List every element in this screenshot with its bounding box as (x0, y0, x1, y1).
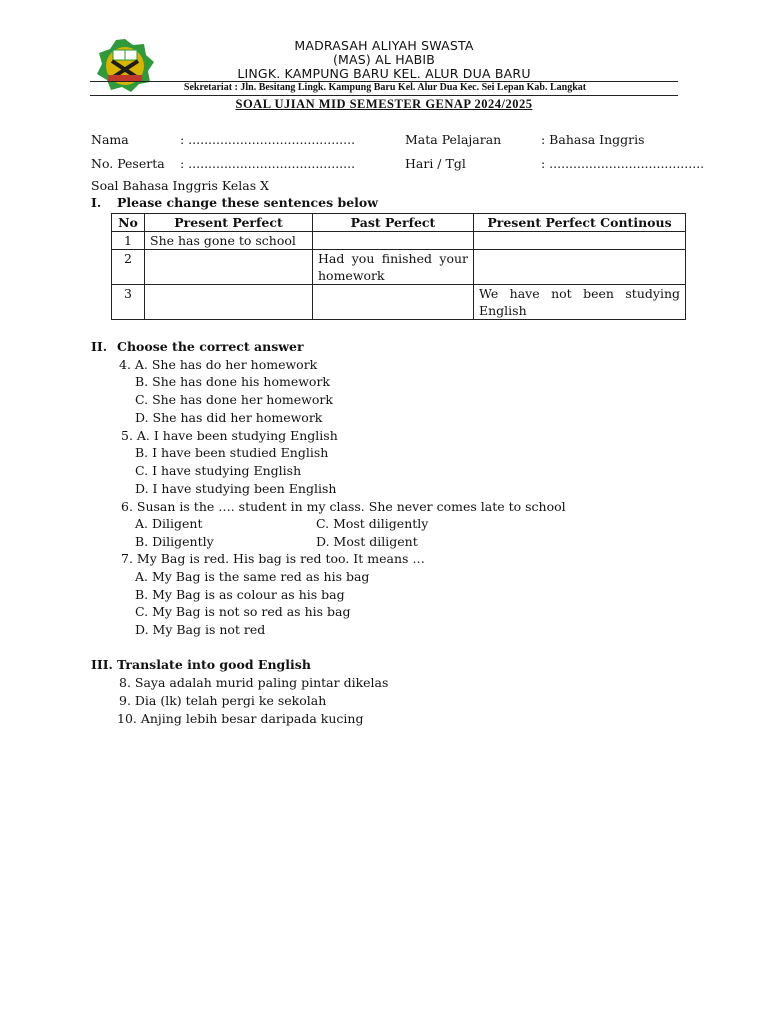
question-6-text: 6. Susan is the …. student in my class. She never comes late to school (121, 499, 566, 514)
header-divider-bottom (90, 95, 678, 96)
school-name-line2: (MAS) AL HABIB (332, 52, 436, 67)
translate-item-10: 10. Anjing lebih besar daripada kucing (117, 711, 364, 726)
question-5-option-c: C. I have studying English (135, 463, 302, 478)
mapel-label: Mata Pelajaran (405, 132, 502, 147)
col-header-present-perfect: Present Perfect (145, 214, 313, 232)
tense-table (111, 213, 686, 320)
table-cell (474, 250, 686, 285)
question-6-option-a: A. Diligent (135, 516, 203, 531)
section1-title: Please change these sentences below (117, 195, 379, 210)
col-header-past-perfect: Past Perfect (313, 214, 474, 232)
table-cell (474, 232, 686, 250)
peserta-field: : .......................................... (180, 156, 356, 171)
section3-numeral: III. (91, 657, 113, 672)
question-7-option-d: D. My Bag is not red (135, 622, 266, 637)
school-name-line1: MADRASAH ALIYAH SWASTA (294, 38, 474, 53)
table-row (112, 250, 686, 285)
table-cell: 3 (112, 285, 145, 320)
question-4-option-b: B. She has done his homework (135, 374, 330, 389)
school-name-line3: LINGK. KAMPUNG BARU KEL. ALUR DUA BARU (237, 66, 531, 81)
table-cell: 2 (112, 250, 145, 285)
question-4-option-a: 4. A. She has do her homework (119, 357, 318, 372)
section1-numeral: I. (91, 195, 102, 210)
mapel-value: : Bahasa Inggris (541, 132, 645, 147)
nama-field: : .......................................... (180, 132, 356, 147)
question-7-option-c: C. My Bag is not so red as his bag (135, 604, 351, 619)
question-5-option-b: B. I have been studied English (135, 445, 329, 460)
table-cell (145, 250, 313, 285)
table-header-row (112, 214, 686, 232)
section3-title: Translate into good English (117, 657, 311, 672)
table-cell: She has gone to school (145, 232, 313, 250)
peserta-label: No. Peserta (91, 156, 165, 171)
question-7-text: 7. My Bag is red. His bag is red too. It means … (121, 551, 425, 566)
col-header-no: No (112, 214, 145, 232)
hari-label: Hari / Tgl (405, 156, 466, 171)
table-row (112, 232, 686, 250)
table-cell: Had you finished your homework (313, 250, 474, 285)
translate-item-9: 9. Dia (lk) telah pergi ke sekolah (119, 693, 327, 708)
table-cell (145, 285, 313, 320)
table-cell (313, 285, 474, 320)
table-cell (313, 232, 474, 250)
question-7-option-b: B. My Bag is as colour as his bag (135, 587, 345, 602)
question-7-option-a: A. My Bag is the same red as his bag (135, 569, 370, 584)
question-5-option-d: D. I have studying been English (135, 481, 337, 496)
school-logo (95, 38, 155, 94)
school-address: Sekretariat : Jln. Besitang Lingk. Kampung Baru Kel. Alur Dua Kec. Sei Lepan Kab. Langkat (183, 82, 587, 93)
hari-field: : ....................................... (541, 156, 705, 171)
section2-title: Choose the correct answer (117, 339, 304, 354)
question-4-option-c: C. She has done her homework (135, 392, 333, 407)
question-4-option-d: D. She has did her homework (135, 410, 323, 425)
question-6-option-d: D. Most diligent (316, 534, 418, 549)
table-row (112, 285, 686, 320)
question-6-option-c: C. Most diligently (316, 516, 429, 531)
col-header-present-perfect-continous: Present Perfect Continous (474, 214, 686, 232)
table-cell: We have not been studying English (474, 285, 686, 320)
nama-label: Nama (91, 132, 129, 147)
section2-numeral: II. (91, 339, 108, 354)
table-cell: 1 (112, 232, 145, 250)
translate-item-8: 8. Saya adalah murid paling pintar dikelas (119, 675, 389, 690)
question-5-option-a: 5. A. I have been studying English (121, 428, 338, 443)
subject-line: Soal Bahasa Inggris Kelas X (91, 178, 269, 193)
exam-title: SOAL UJIAN MID SEMESTER GENAP 2024/2025 (235, 97, 533, 111)
question-6-option-b: B. Diligently (135, 534, 214, 549)
